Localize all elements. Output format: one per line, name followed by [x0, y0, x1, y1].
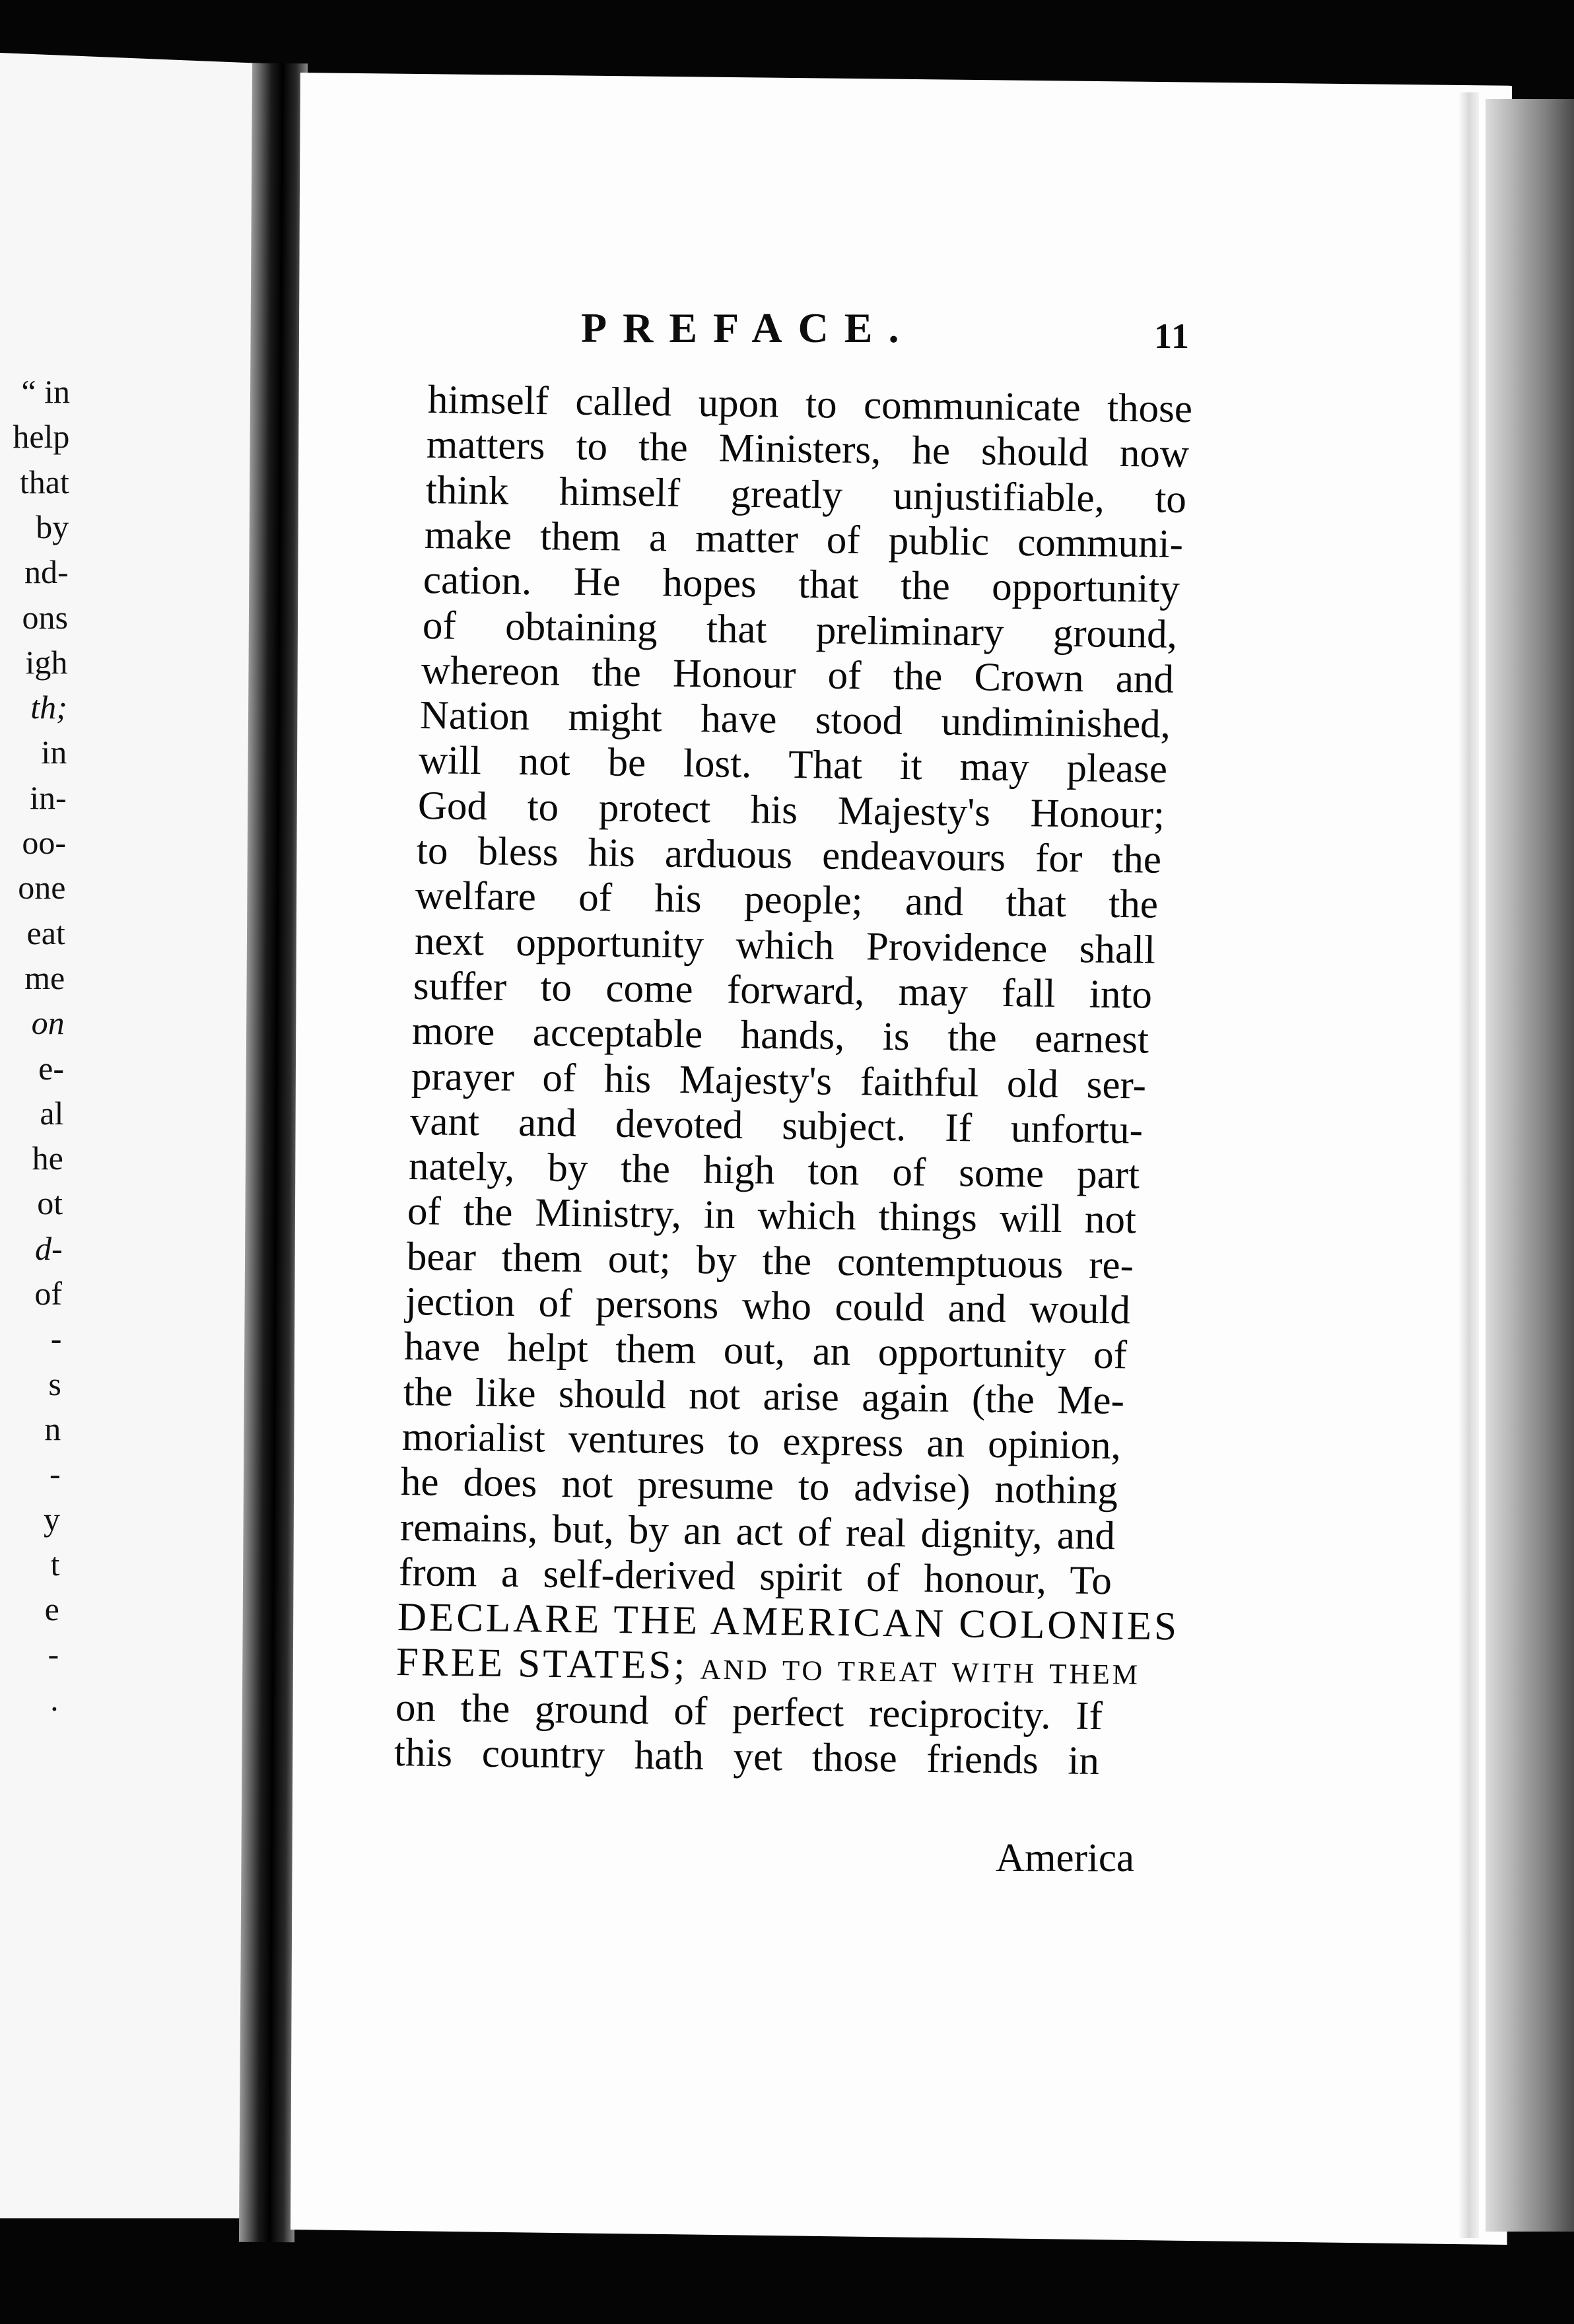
facing-page-fragment: nd-	[24, 553, 69, 591]
facing-page-fragment: th;	[30, 689, 67, 726]
body-line: nately, by the high ton of some part	[408, 1144, 1140, 1198]
facing-page-fragment: one	[18, 869, 66, 906]
facing-page-fragment: y	[44, 1500, 60, 1538]
body-line: on the ground of perfect reciprocity. If	[395, 1685, 1103, 1738]
facing-page-fragment: of	[34, 1275, 62, 1312]
body-line: the like should not arise again (the Me-	[403, 1369, 1124, 1423]
body-line: himself called upon to communicate those	[427, 378, 1193, 432]
body-line: welfare of his people; and that the	[415, 873, 1159, 928]
body-line: FREE STATES; and to treat with them	[395, 1640, 1141, 1694]
facing-page-fragment: “ in	[21, 373, 70, 410]
facing-page-fragment: by	[36, 508, 69, 545]
facing-page-fragment: eat	[26, 914, 65, 951]
running-head: PREFACE.	[581, 304, 915, 351]
facing-page-fragment: ons	[22, 598, 68, 636]
facing-page-fragment: igh	[25, 643, 68, 681]
body-line: DECLARE THE AMERICAN COLONIES	[397, 1595, 1180, 1649]
facing-page-fragment: -	[48, 1635, 59, 1673]
facing-page-fragment: e-	[38, 1049, 64, 1087]
facing-page-fragment: n	[44, 1410, 61, 1447]
facing-page-fragment: oo-	[22, 824, 66, 861]
facing-page-fragment: d-	[34, 1229, 63, 1267]
body-line: remains, but, by an act of real dignity, and	[399, 1505, 1115, 1558]
body-line: vant and devoted subject. If unfortu-	[409, 1099, 1144, 1153]
facing-page-fragment: e	[44, 1590, 59, 1628]
page-number: 11	[1154, 316, 1191, 356]
facing-page-fragment: al	[40, 1094, 64, 1132]
body-line: matters to the Ministers, he should now	[426, 423, 1190, 477]
facing-page-fragment: in-	[30, 778, 67, 816]
facing-page-fragment: -	[50, 1320, 62, 1357]
body-line: bear them out; by the contemptuous re-	[406, 1234, 1134, 1288]
body-line: make them a matter of public communi-	[424, 512, 1184, 566]
facing-page-fragment: me	[24, 959, 65, 996]
facing-page-fragment: help	[13, 418, 70, 456]
facing-page-fragment: s	[48, 1365, 61, 1402]
body-line: to bless his arduous endeavours for the	[416, 829, 1162, 882]
body-line: Nation might have stood undiminished,	[419, 693, 1171, 747]
body-line: he does not presume to advise) nothing	[400, 1460, 1118, 1513]
body-line: from a self-derived spirit of honour, To	[398, 1550, 1112, 1603]
body-line: this country hath yet those friends in	[394, 1730, 1100, 1784]
body-line: morialist ventures to express an opinion,	[401, 1414, 1122, 1468]
body-line: cation. He hopes that the opportunity	[423, 558, 1180, 612]
body-line: have helpt them out, an opportunity of	[403, 1324, 1128, 1378]
catchword: America	[996, 1836, 1134, 1880]
facing-page-fragment: .	[50, 1680, 59, 1718]
body-line: next opportunity which Providence shall	[414, 918, 1155, 973]
facing-page-fragment: that	[19, 463, 69, 500]
facing-page-fragment: t	[50, 1545, 60, 1583]
facing-page-fragment: in	[41, 734, 67, 771]
body-line: of obtaining that preliminary ground,	[422, 603, 1177, 657]
body-line: more acceptable hands, is the earnest	[411, 1009, 1149, 1062]
body-line: suffer to come forward, may fall into	[413, 963, 1153, 1017]
body-line: whereon the Honour of the Crown and	[421, 648, 1175, 702]
body-line: jection of persons who could and would	[405, 1280, 1131, 1333]
facing-page-fragment: -	[49, 1455, 61, 1493]
facing-page-fragment: on	[31, 1004, 65, 1042]
body-line: of the Ministry, in which things will not	[407, 1189, 1137, 1243]
body-line: will not be lost. That it may please	[418, 738, 1168, 792]
facing-page-fragment: he	[32, 1140, 63, 1177]
body-line: prayer of his Majesty's faithful old ser-	[411, 1054, 1146, 1108]
body-line: think himself greatly unjustifiable, to	[425, 467, 1186, 522]
body-line: God to protect his Majesty's Honour;	[417, 783, 1165, 837]
facing-page-fragment: ot	[37, 1184, 63, 1222]
